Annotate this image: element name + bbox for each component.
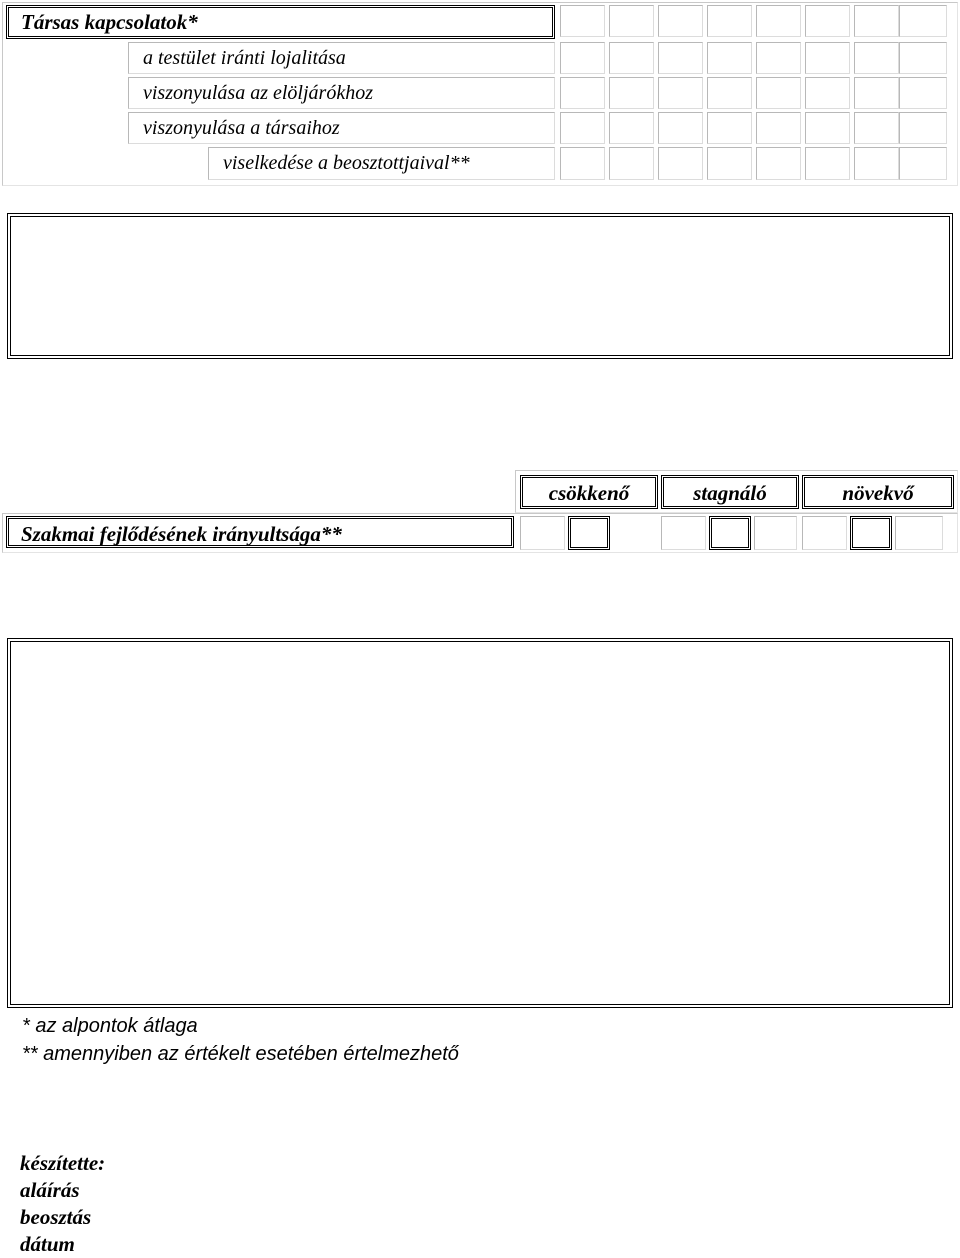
rating-cell[interactable] bbox=[756, 77, 801, 109]
rating-cell[interactable] bbox=[560, 42, 605, 74]
rating-cell[interactable] bbox=[707, 42, 752, 74]
social-title: Társas kapcsolatok* bbox=[6, 5, 555, 39]
footnote-average: * az alpontok átlaga bbox=[22, 1015, 198, 1037]
rating-cell[interactable] bbox=[560, 5, 605, 37]
note-field[interactable] bbox=[7, 213, 953, 359]
option-stagnant-checkbox[interactable] bbox=[709, 516, 751, 550]
rating-cell[interactable] bbox=[756, 42, 801, 74]
rating-cell[interactable] bbox=[560, 147, 605, 180]
signature-prepared-by: készítette: bbox=[20, 1151, 106, 1175]
rating-cell[interactable] bbox=[899, 42, 947, 74]
rating-cell[interactable] bbox=[707, 147, 752, 180]
rating-cell[interactable] bbox=[805, 42, 850, 74]
summary-field[interactable] bbox=[7, 638, 953, 1008]
rating-cell[interactable] bbox=[854, 147, 899, 180]
rating-cell[interactable] bbox=[854, 5, 899, 37]
rating-cell[interactable] bbox=[854, 42, 899, 74]
rating-cell[interactable] bbox=[805, 5, 850, 37]
option-increasing-spacer bbox=[802, 516, 847, 550]
option-increasing-header: növekvő bbox=[802, 475, 954, 509]
option-stagnant-header: stagnáló bbox=[661, 475, 799, 509]
rating-cell[interactable] bbox=[609, 77, 654, 109]
rating-cell[interactable] bbox=[609, 5, 654, 37]
rating-cell[interactable] bbox=[899, 5, 947, 37]
signature-position: beosztás bbox=[20, 1205, 92, 1229]
footnote-applicable: ** amennyiben az értékelt esetében értelmezhető bbox=[22, 1043, 459, 1065]
development-label: Szakmai fejlődésének irányultsága** bbox=[6, 516, 514, 548]
option-increasing-checkbox[interactable] bbox=[850, 516, 892, 550]
signature-sign: aláírás bbox=[20, 1178, 80, 1202]
rating-cell[interactable] bbox=[756, 112, 801, 144]
rating-cell[interactable] bbox=[560, 77, 605, 109]
rating-cell[interactable] bbox=[899, 77, 947, 109]
rating-cell[interactable] bbox=[658, 112, 703, 144]
rating-cell[interactable] bbox=[658, 42, 703, 74]
rating-cell[interactable] bbox=[658, 147, 703, 180]
option-decreasing-header: csökkenő bbox=[520, 475, 658, 509]
rating-cell[interactable] bbox=[658, 77, 703, 109]
social-row-peers: viszonyulása a társaihoz bbox=[128, 112, 555, 144]
signature-block bbox=[20, 1150, 105, 1258]
social-row-subordinates: viselkedése a beosztottjaival** bbox=[208, 147, 555, 180]
signature-date: dátum bbox=[20, 1232, 75, 1256]
rating-cell[interactable] bbox=[756, 147, 801, 180]
rating-cell[interactable] bbox=[899, 147, 947, 180]
rating-cell[interactable] bbox=[756, 5, 801, 37]
option-stagnant-extra bbox=[754, 516, 797, 550]
rating-cell[interactable] bbox=[707, 112, 752, 144]
rating-cell[interactable] bbox=[899, 112, 947, 144]
rating-cell[interactable] bbox=[854, 112, 899, 144]
social-row-loyalty: a testület iránti lojalitása bbox=[128, 42, 555, 74]
rating-cell[interactable] bbox=[805, 147, 850, 180]
rating-cell[interactable] bbox=[609, 42, 654, 74]
footnotes bbox=[22, 1012, 459, 1068]
rating-cell[interactable] bbox=[707, 5, 752, 37]
social-row-superiors: viszonyulása az elöljárókhoz bbox=[128, 77, 555, 109]
rating-cell[interactable] bbox=[805, 77, 850, 109]
rating-cell[interactable] bbox=[854, 77, 899, 109]
rating-cell[interactable] bbox=[658, 5, 703, 37]
rating-cell[interactable] bbox=[609, 112, 654, 144]
rating-cell[interactable] bbox=[609, 147, 654, 180]
rating-cell[interactable] bbox=[707, 77, 752, 109]
option-decreasing-checkbox[interactable] bbox=[568, 516, 610, 550]
rating-cell[interactable] bbox=[560, 112, 605, 144]
rating-cell[interactable] bbox=[805, 112, 850, 144]
option-decreasing-spacer bbox=[520, 516, 565, 550]
option-stagnant-spacer bbox=[661, 516, 706, 550]
option-increasing-extra bbox=[895, 516, 943, 550]
